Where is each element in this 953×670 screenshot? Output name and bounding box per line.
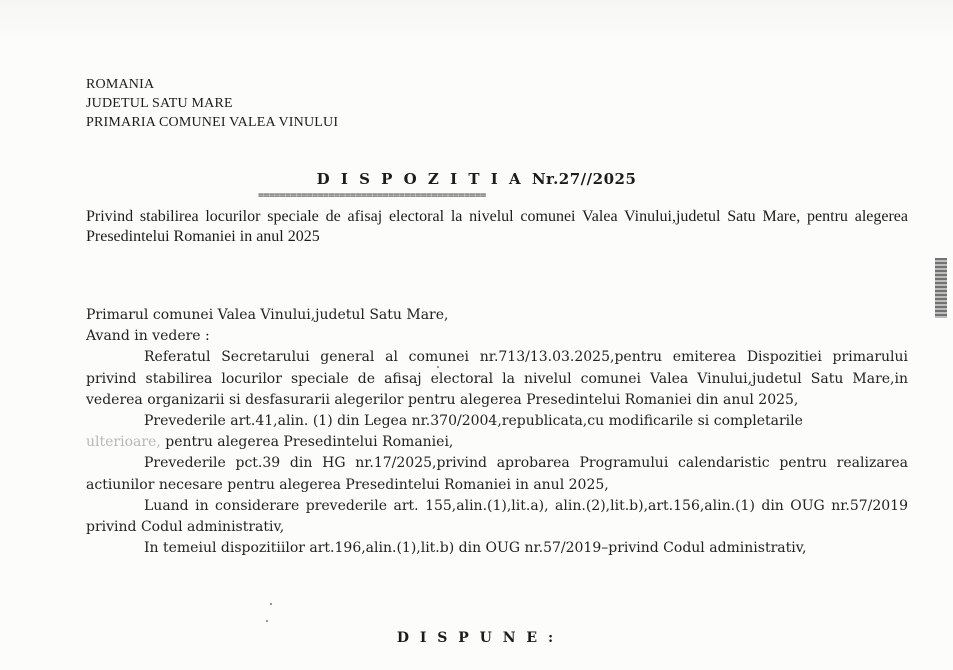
document-header — [86, 75, 338, 132]
paragraph-referat: Referatul Secretarului general al comunei nr.713/13.03.2025,pentru emiterea Dispozitiei primarului privind stabilirea locurilor speciale de afisaj electoral la nivelul comunei Valea Vinului,judetul Satu Mare,in vederea organizarii si desfasurarii alegerilor pentru alegerea Presedintelui Romaniei din anul 2025, — [86, 349, 908, 408]
faded-word: ulterioare, — [86, 434, 161, 451]
paragraph-lege — [86, 411, 908, 432]
title-label: D I S P O Z I T I A — [316, 170, 524, 188]
title-number: Nr.27//2025 — [531, 170, 637, 188]
scan-speck — [270, 603, 272, 605]
title-underline: ========================================== — [258, 190, 486, 201]
document-title — [0, 170, 953, 188]
paragraph-oug-196: In temeiul dispozitiilor art.196,alin.(1),lit.b) din OUG nr.57/2019–privind Codul administrativ, — [144, 540, 807, 557]
paragraph-lege-text: Prevederile art.41,alin. (1) din Legea nr.370/2004,republicata,cu modificarile si completarile — [144, 413, 803, 430]
scan-speck — [266, 620, 268, 622]
paragraph-lege-continuation — [86, 432, 908, 453]
paragraph-oug-155: Luand in considerare prevederile art. 155,alin.(1),lit.a), alin.(2),lit.b),art.156,alin.(1) din OUG nr.57/2019 privind Codul administrativ, — [86, 497, 908, 536]
header-country: ROMANIA — [86, 77, 155, 92]
document-body — [86, 305, 908, 559]
header-institution: PRIMARIA COMUNEI VALEA VINULUI — [86, 115, 339, 130]
dispune-heading: D I S P U N E : — [396, 630, 557, 646]
document-subject: Privind stabilirea locurilor speciale de afisaj electoral la nivelul comunei Valea Vinului,judetul Satu Mare, pentru alegerea Presedintelui Romaniei in anul 2025 — [86, 208, 908, 245]
paragraph-hg: Prevederile pct.39 din HG nr.17/2025,privind aprobarea Programului calendaristic pentru realizarea actiunilor necesare pentru alegerea Presedintelui Romaniei in anul 2025, — [86, 455, 908, 493]
scan-artifact — [935, 258, 947, 318]
header-county: JUDETUL SATU MARE — [86, 96, 233, 111]
intro-mayor: Primarul comunei Valea Vinului,judetul Satu Mare, — [86, 307, 449, 323]
scan-speck — [437, 366, 439, 368]
intro-considering: Avand in vedere : — [86, 328, 210, 345]
paragraph-lege-end: pentru alegerea Presedintelui Romaniei, — [160, 434, 454, 451]
